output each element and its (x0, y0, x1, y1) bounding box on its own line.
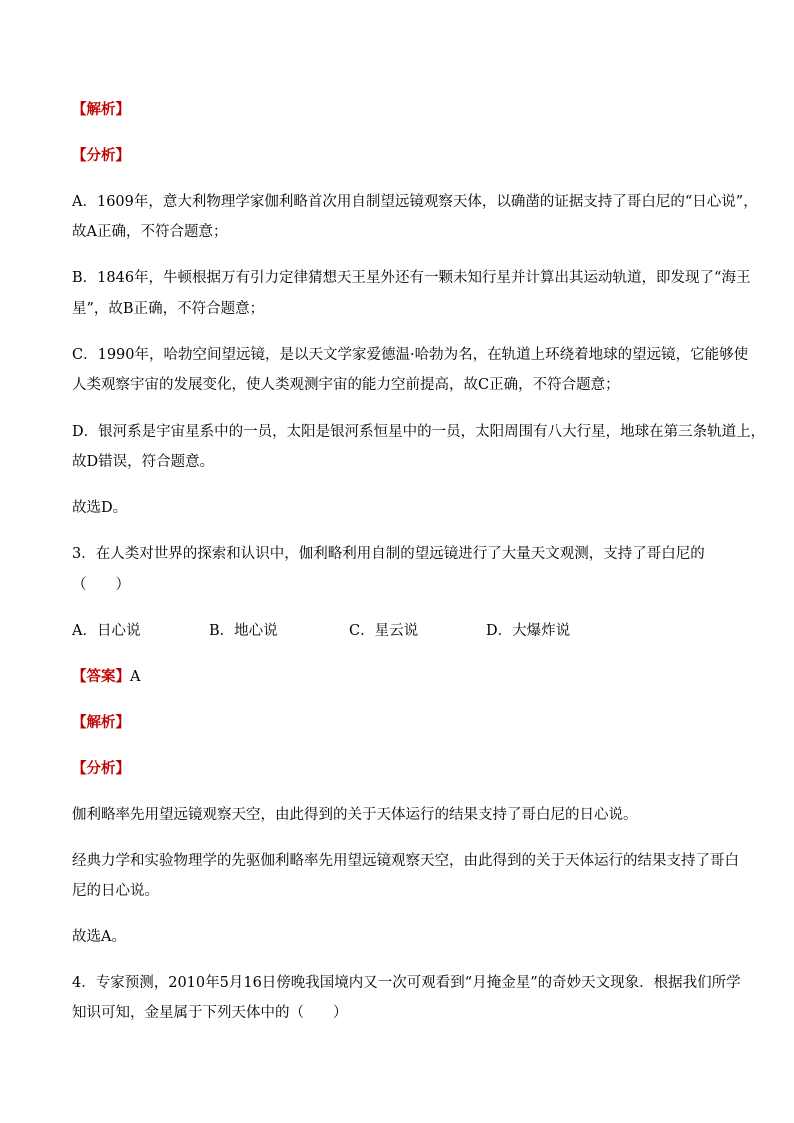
conclusion-q2: 故选D。 (72, 500, 128, 516)
option-a: A．日心说 (72, 623, 141, 639)
section-label-jiexi-1: 【解析】 (72, 101, 130, 118)
answer-line: 【答案】A (72, 668, 141, 685)
section-label-fenxi-2: 【分析】 (72, 760, 130, 777)
analysis-q3-para-2-line-1: 经典力学和实验物理学的先驱伽利略率先用望远镜观察天空，由此得到的关于天体运行的结果支持了哥白 (72, 853, 739, 869)
option-c: C．星云说 (349, 623, 419, 639)
section-label-jiexi-2: 【解析】 (72, 714, 130, 731)
analysis-d-line-1: D．银河系是宇宙星系中的一员，太阳是银河系恒星中的一员，太阳周围有八大行星，地球在第三条轨道上， (72, 424, 766, 440)
question-4-line-2: 知识可知，金星属于下列天体中的（ ） (72, 1005, 348, 1021)
analysis-c-line-1: C．1990年，哈勃空间望远镜，是以天文学家爱德温·哈勃为名，在轨道上环绕着地球的望远镜，它能够使 (72, 347, 749, 363)
question-3-line-2: （ ） (72, 577, 130, 593)
analysis-b-line-1: B．1846年，牛顿根据万有引力定律猜想天王星外还有一颗未知行星并计算出其运动轨道，即发现了“海王 (72, 270, 751, 286)
analysis-a-line-2: 故A正确，不符合题意； (72, 224, 228, 240)
analysis-a-line-1: A．1609年，意大利物理学家伽利略首次用自制望远镜观察天体，以确凿的证据支持了哥白尼的“日心说”， (72, 194, 758, 210)
option-d: D．大爆炸说 (486, 623, 571, 639)
analysis-q3-para-1: 伽利略率先用望远镜观察天空，由此得到的关于天体运行的结果支持了哥白尼的日心说。 (72, 807, 638, 823)
analysis-c-line-2: 人类观察宇宙的发展变化，使人类观测宇宙的能力空前提高，故C正确，不符合题意； (72, 377, 620, 393)
conclusion-q3: 故选A。 (72, 929, 126, 945)
analysis-d-line-2: 故D错误，符合题意。 (72, 454, 215, 470)
option-b: B．地心说 (209, 623, 278, 639)
analysis-b-line-2: 星”，故B正确，不符合题意； (72, 301, 265, 317)
question-4-line-1: 4．专家预测，2010年5月16日傍晚我国境内又一次可观看到“月掩金星”的奇妙天文现象．根据我们所学 (72, 975, 741, 991)
question-3-line-1: 3．在人类对世界的探索和认识中，伽利略利用自制的望远镜进行了大量天文观测，支持了哥白尼的 (72, 546, 705, 562)
analysis-q3-para-2-line-2: 尼的日心说。 (72, 883, 159, 899)
section-label-fenxi-1: 【分析】 (72, 147, 130, 164)
